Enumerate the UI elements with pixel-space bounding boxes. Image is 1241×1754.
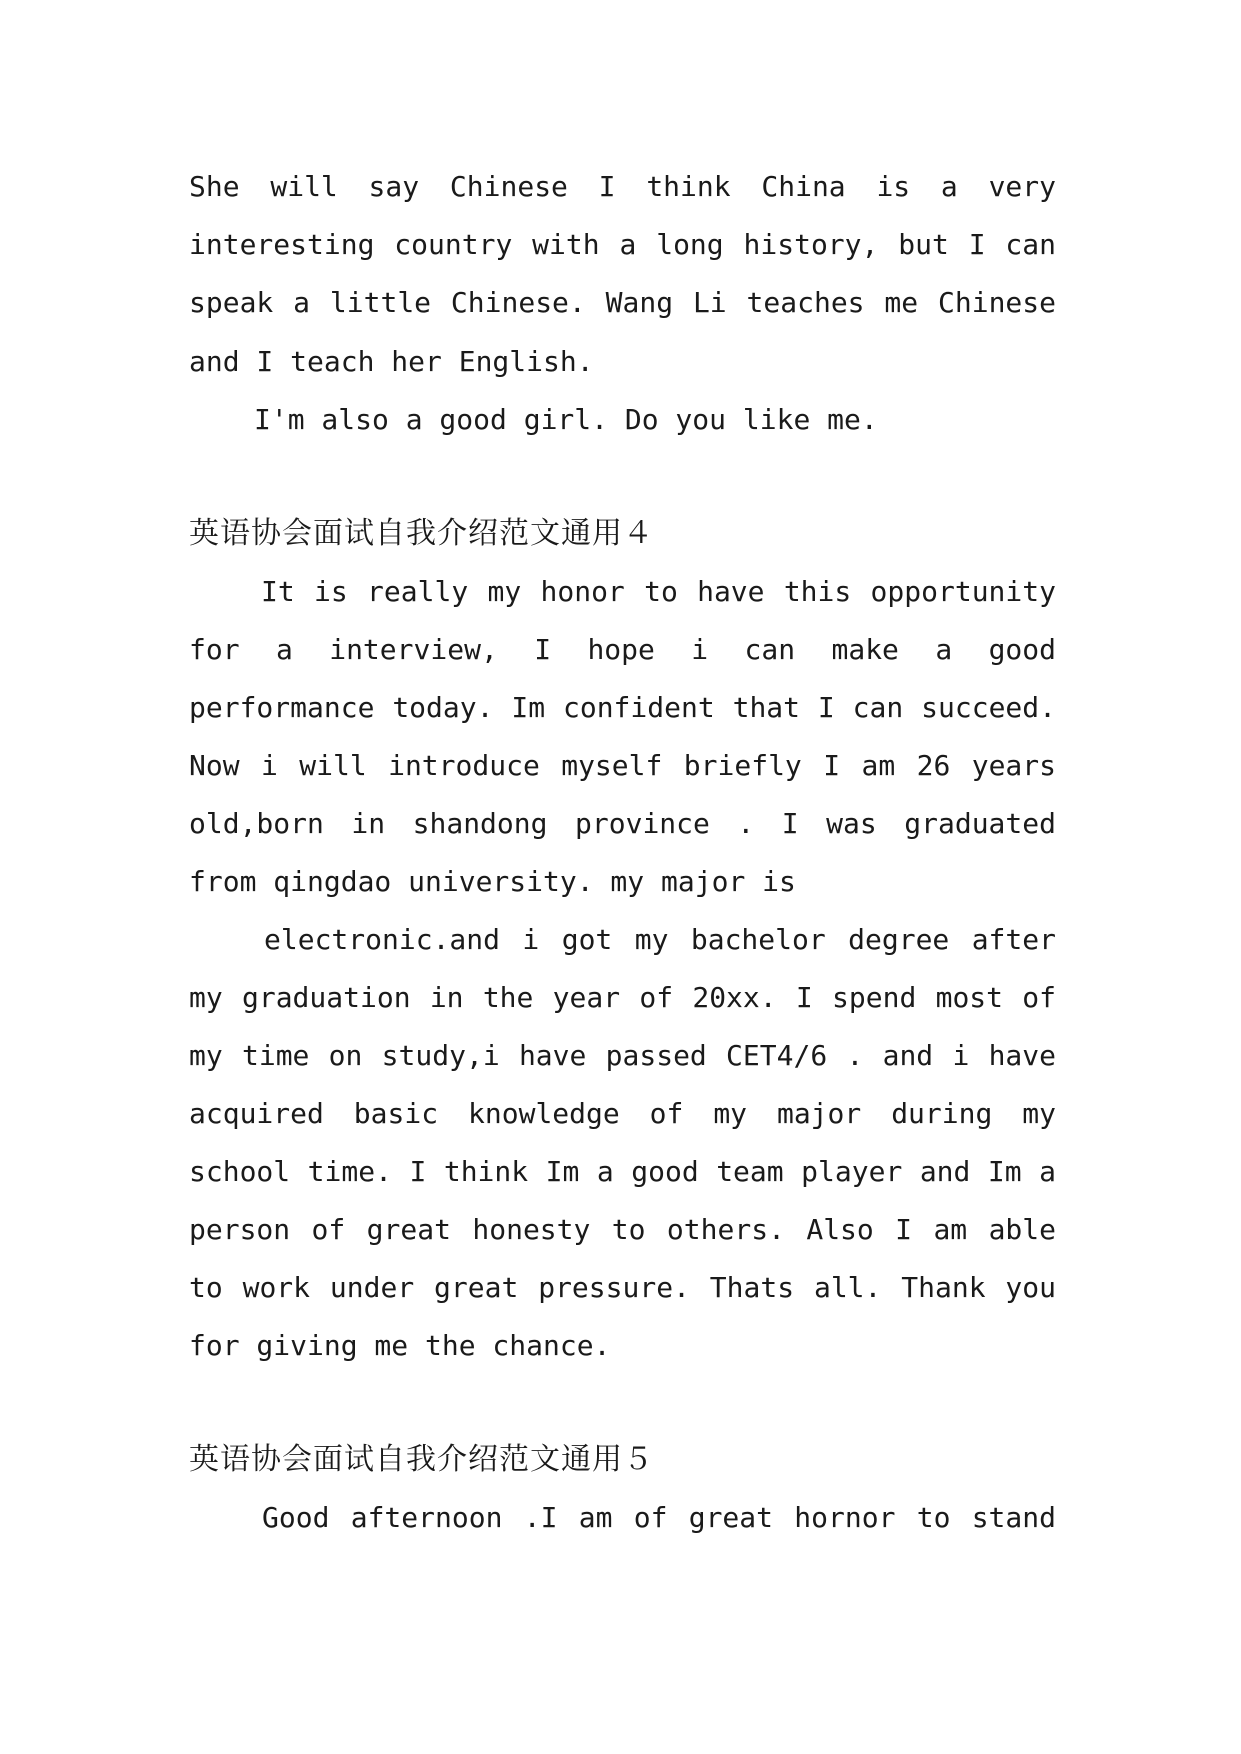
text-line: for giving me the chance.	[189, 1329, 611, 1362]
text-line: from qingdao university. my major is	[189, 865, 796, 898]
section-heading: 英语协会面试自我介绍范文通用５	[189, 1442, 654, 1477]
text-line: my graduation in the year of 20xx. I spend most of	[189, 981, 1056, 1014]
text-line: Now i will introduce myself briefly I am 26 years	[189, 749, 1056, 782]
text-line: performance today. Im confident that I can succeed.	[189, 691, 1056, 724]
text-line: acquired basic knowledge of my major during my	[189, 1097, 1056, 1130]
text-line: electronic.and i got my bachelor degree after	[264, 923, 1056, 956]
section-heading: 英语协会面试自我介绍范文通用４	[189, 516, 654, 551]
text-line: school time. I think Im a good team player and Im a	[189, 1155, 1056, 1188]
text-line: for a interview, I hope i can make a good	[189, 633, 1056, 666]
text-line: person of great honesty to others. Also I am able	[189, 1213, 1056, 1246]
text-line: speak a little Chinese. Wang Li teaches me Chinese	[189, 286, 1056, 319]
text-line: interesting country with a long history, but I can	[189, 228, 1056, 261]
text-line: to work under great pressure. Thats all. Thank you	[189, 1271, 1056, 1304]
text-line: my time on study,i have passed CET4/6 . and i have	[189, 1039, 1056, 1072]
text-line: Good afternoon .I am of great hornor to stand	[262, 1501, 1056, 1534]
text-line: It is really my honor to have this opportunity	[261, 575, 1056, 608]
text-line: and I teach her English.	[189, 345, 594, 378]
text-line: old,born in shandong province . I was graduated	[189, 807, 1056, 840]
text-line: I'm also a good girl. Do you like me.	[254, 403, 878, 436]
text-line: She will say Chinese I think China is a very	[189, 170, 1056, 203]
